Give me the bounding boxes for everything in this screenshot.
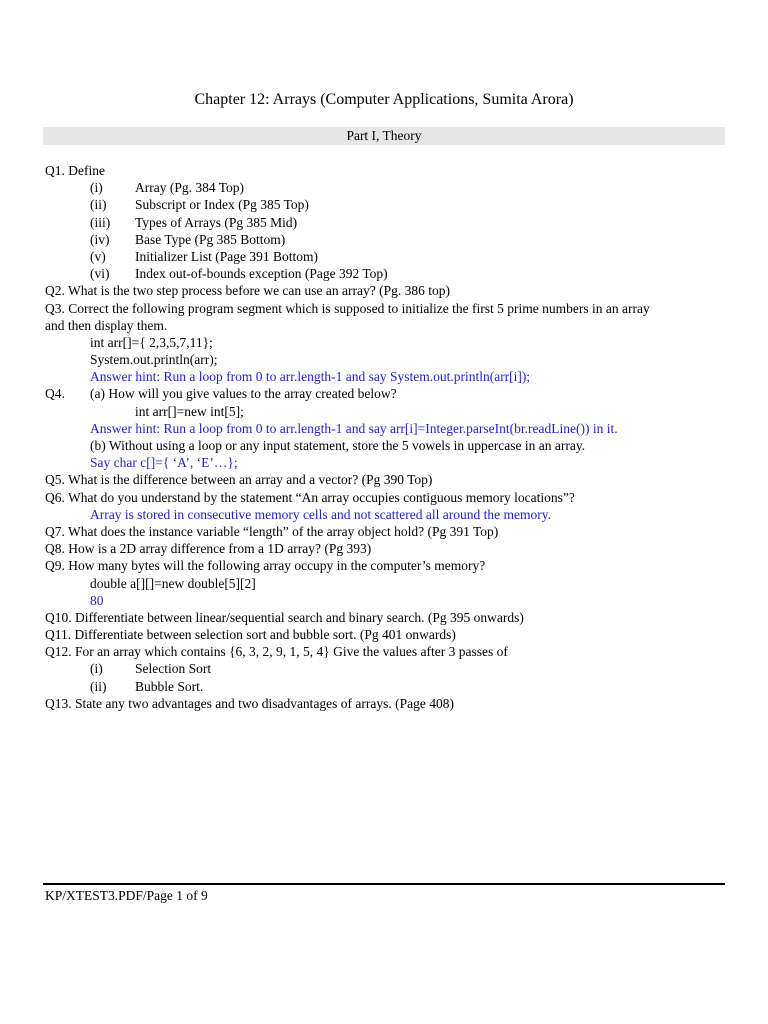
q12-item-1 bbox=[45, 660, 735, 677]
question-part-a: (a) How will you give values to the array created below? bbox=[90, 386, 397, 402]
item-text: Bubble Sort. bbox=[135, 678, 204, 694]
item-number: (iv) bbox=[90, 231, 110, 247]
item-number: (ii) bbox=[90, 678, 107, 694]
q1-item-4 bbox=[45, 231, 735, 248]
question-q11: Q11. Differentiate between selection sort and bubble sort. (Pg 401 onwards) bbox=[45, 627, 456, 643]
question-q4 bbox=[45, 385, 735, 402]
item-text: Subscript or Index (Pg 385 Top) bbox=[135, 197, 309, 213]
question-q7: Q7. What does the instance variable “length” of the array object hold? (Pg 391 Top) bbox=[45, 523, 499, 539]
item-text: Base Type (Pg 385 Bottom) bbox=[135, 231, 286, 247]
item-number: (iii) bbox=[90, 214, 111, 230]
question-q6: Q6. What do you understand by the statement “An array occupies contiguous memory locations”? bbox=[45, 489, 575, 505]
item-number: (vi) bbox=[90, 266, 110, 282]
q1-item-5 bbox=[45, 248, 735, 265]
q12-item-2 bbox=[45, 678, 735, 695]
answer-hint: Answer hint: Run a loop from 0 to arr.length-1 and say System.out.println(arr[i]); bbox=[90, 369, 531, 385]
q1-item-6 bbox=[45, 265, 735, 282]
q1-item-1 bbox=[45, 179, 735, 196]
question-part-b: (b) Without using a loop or any input statement, store the 5 vowels in uppercase in an array. bbox=[90, 438, 586, 453]
code-line: int arr[]=new int[5]; bbox=[135, 403, 244, 419]
q1-item-2 bbox=[45, 196, 735, 213]
item-number: (ii) bbox=[90, 197, 107, 213]
question-q12: Q12. For an array which contains {6, 3, 2, 9, 1, 5, 4} Give the values after 3 passes of bbox=[45, 644, 508, 660]
item-text: Index out-of-bounds exception (Page 392 Top) bbox=[135, 266, 388, 282]
item-number: (i) bbox=[90, 661, 103, 677]
question-q9: Q9. How many bytes will the following array occupy in the computer’s memory? bbox=[45, 558, 486, 574]
question-q5: Q5. What is the difference between an array and a vector? (Pg 390 Top) bbox=[45, 472, 433, 488]
footer-divider bbox=[43, 883, 725, 885]
code-line: int arr[]={ 2,3,5,7,11}; bbox=[90, 334, 213, 350]
item-text: Array (Pg. 384 Top) bbox=[135, 180, 245, 196]
question-number: Q4. bbox=[45, 386, 65, 402]
answer-hint: Array is stored in consecutive memory cells and not scattered all around the memory. bbox=[90, 506, 551, 522]
code-line: System.out.println(arr); bbox=[90, 352, 218, 368]
question-q13: Q13. State any two advantages and two disadvantages of arrays. (Page 408) bbox=[45, 695, 455, 711]
code-line: double a[][]=new double[5][2] bbox=[90, 575, 256, 591]
answer-hint: Say char c[]={ ‘A’, ‘E’…}; bbox=[90, 455, 238, 471]
answer-hint: Answer hint: Run a loop from 0 to arr.length-1 and say arr[i]=Integer.parseInt(br.readLine()) in it. bbox=[90, 420, 618, 436]
item-text: Selection Sort bbox=[135, 661, 212, 677]
q1-item-3 bbox=[45, 214, 735, 231]
page-title: Chapter 12: Arrays (Computer Applications, Sumita Arora) bbox=[194, 91, 574, 108]
question-q8: Q8. How is a 2D array difference from a 1D array? (Pg 393) bbox=[45, 541, 372, 557]
question-q3-continued: and then display them. bbox=[45, 317, 168, 333]
question-q3: Q3. Correct the following program segment which is supposed to initialize the first 5 prime numbers in an array bbox=[45, 300, 650, 316]
section-header: Part I, Theory bbox=[43, 127, 725, 145]
question-q10: Q10. Differentiate between linear/sequential search and binary search. (Pg 395 onwards) bbox=[45, 609, 524, 625]
question-q2: Q2. What is the two step process before we can use an array? (Pg. 386 top) bbox=[45, 283, 450, 299]
item-text: Types of Arrays (Pg 385 Mid) bbox=[135, 214, 298, 230]
item-text: Initializer List (Page 391 Bottom) bbox=[135, 248, 318, 264]
question-list bbox=[45, 162, 735, 712]
page-footer: KP/XTEST3.PDF/Page 1 of 9 bbox=[45, 888, 208, 903]
question-q1: Q1. Define bbox=[45, 163, 105, 178]
item-number: (i) bbox=[90, 180, 103, 196]
answer-hint: 80 bbox=[90, 592, 104, 608]
item-number: (v) bbox=[90, 248, 106, 264]
